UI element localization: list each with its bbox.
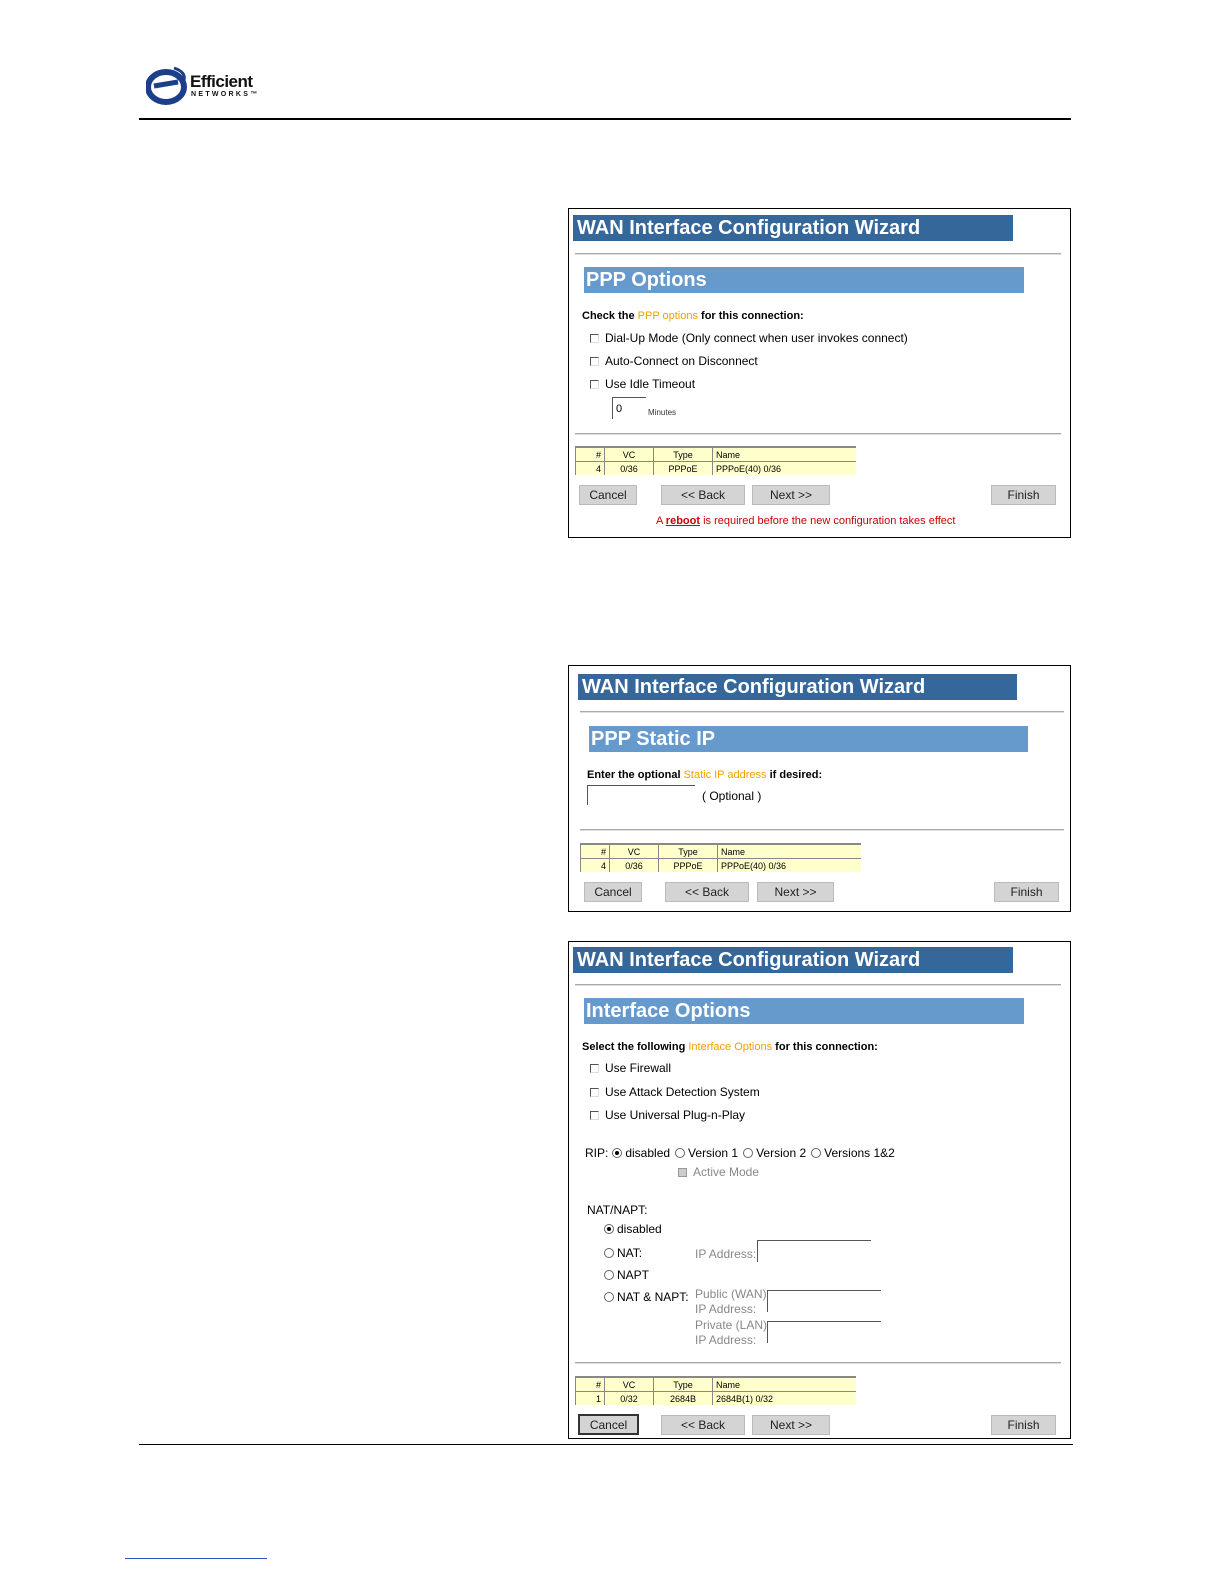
next-button[interactable]: Next >> [752,1415,830,1435]
footer-rule [139,1444,1073,1445]
active-mode-option: Active Mode [678,1165,759,1179]
separator [575,1362,1061,1364]
col-num-header: # [576,1377,605,1392]
public-ip-label-2: IP Address: [695,1302,757,1316]
private-ip-input[interactable] [767,1321,881,1343]
finish-button[interactable]: Finish [991,1415,1056,1435]
col-name-header: Name [718,844,862,859]
next-button[interactable]: Next >> [757,882,834,902]
minutes-label: Minutes [648,408,677,417]
dial-up-mode-option[interactable]: Dial-Up Mode (Only connect when user invokes connect) [590,331,908,345]
rip-disabled-radio[interactable] [612,1148,622,1158]
ppp-static-ip-panel [568,665,1071,912]
wizard-title: WAN Interface Configuration Wizard [578,674,1017,700]
nat-ip-input[interactable] [757,1240,871,1262]
rip-version1-radio[interactable] [675,1148,685,1158]
separator [575,253,1061,255]
wizard-title: WAN Interface Configuration Wizard [573,215,1013,241]
back-button[interactable]: << Back [665,882,749,902]
cell-type: 2684B [654,1392,713,1406]
attack-detection-option[interactable]: Use Attack Detection System [590,1085,760,1099]
nat-option[interactable]: NAT: [604,1246,642,1260]
table-header-row [576,447,857,462]
rip-row: RIP: disabled Version 1 Version 2 Versions 1&2 [585,1146,895,1160]
logo-sub: NETWORKS™ [191,91,260,98]
auto-connect-checkbox[interactable] [590,357,599,366]
logo-e-icon [146,66,190,106]
cell-type: PPPoE [654,462,713,476]
nat-napt-radio[interactable] [604,1292,614,1302]
cell-name: PPPoE(40) 0/36 [718,859,862,873]
cell-num: 4 [576,462,605,476]
table-row[interactable] [576,462,857,476]
private-ip-label-1: Private (LAN) [695,1318,768,1332]
upnp-checkbox[interactable] [590,1111,599,1120]
col-type-header: Type [654,447,713,462]
col-type-header: Type [659,844,718,859]
nat-disabled-option[interactable]: disabled [604,1222,662,1236]
back-button[interactable]: << Back [661,1415,745,1435]
cancel-button[interactable]: Cancel [584,882,642,902]
cell-name: PPPoE(40) 0/36 [713,462,857,476]
next-button[interactable]: Next >> [752,485,830,505]
vc-table [575,1376,856,1405]
separator [580,711,1064,713]
vc-table [580,843,861,872]
col-name-header: Name [713,447,857,462]
napt-radio[interactable] [604,1270,614,1280]
back-button[interactable]: << Back [661,485,745,505]
rip-versions12-radio[interactable] [811,1148,821,1158]
napt-option[interactable]: NAPT [604,1268,649,1282]
instruction-text: Enter the optional Static IP address if desired: [587,769,823,781]
dial-up-mode-checkbox[interactable] [590,334,599,343]
col-type-header: Type [654,1377,713,1392]
active-mode-checkbox [678,1168,687,1177]
reboot-link[interactable]: reboot [665,515,701,527]
cell-num: 1 [576,1392,605,1406]
section-title: PPP Options [584,267,1024,293]
public-ip-label-1: Public (WAN) [695,1287,767,1301]
use-firewall-checkbox[interactable] [590,1064,599,1073]
table-header-row [581,844,862,859]
table-row[interactable] [581,859,862,873]
logo-name: Efficient [190,72,253,91]
nat-ip-label: IP Address: [695,1247,757,1261]
header-rule [139,118,1071,120]
nat-napt-label: NAT/NAPT: [587,1203,648,1217]
public-ip-input[interactable] [767,1290,881,1312]
col-vc-header: VC [605,1377,654,1392]
rip-version2-radio[interactable] [743,1148,753,1158]
nat-disabled-radio[interactable] [604,1224,614,1234]
cancel-button[interactable]: Cancel [578,1414,639,1435]
nat-napt-option[interactable]: NAT & NAPT: [604,1290,689,1304]
static-ip-input[interactable] [587,785,695,805]
cancel-button[interactable]: Cancel [579,485,637,505]
idle-timeout-checkbox[interactable] [590,380,599,389]
table-header-row [576,1377,857,1392]
separator [575,433,1061,435]
col-num-header: # [576,447,605,462]
reboot-notice: A reboot is required before the new configuration takes effect [656,515,956,527]
efficient-networks-logo [146,66,276,106]
cell-vc: 0/32 [605,1392,654,1406]
instruction-text: Check the PPP options for this connection: [582,310,804,322]
footer-link-line [125,1558,267,1559]
cell-vc: 0/36 [605,462,654,476]
cell-name: 2684B(1) 0/32 [713,1392,857,1406]
ppp-options-panel [568,208,1071,538]
col-vc-header: VC [610,844,659,859]
nat-radio[interactable] [604,1248,614,1258]
wizard-title: WAN Interface Configuration Wizard [573,947,1013,973]
finish-button[interactable]: Finish [991,485,1056,505]
cell-type: PPPoE [659,859,718,873]
col-name-header: Name [713,1377,857,1392]
finish-button[interactable]: Finish [994,882,1059,902]
section-title: Interface Options [584,998,1024,1024]
use-firewall-option[interactable]: Use Firewall [590,1061,671,1075]
auto-connect-option[interactable]: Auto-Connect on Disconnect [590,354,758,368]
cell-num: 4 [581,859,610,873]
idle-timeout-option[interactable]: Use Idle Timeout [590,377,695,391]
cell-vc: 0/36 [610,859,659,873]
vc-table [575,446,856,475]
instruction-text: Select the following Interface Options for this connection: [582,1041,878,1053]
col-vc-header: VC [605,447,654,462]
interface-options-panel [568,941,1071,1439]
table-row[interactable] [576,1392,857,1406]
section-title: PPP Static IP [589,726,1028,752]
col-num-header: # [581,844,610,859]
separator [575,984,1061,986]
separator [580,829,1064,831]
attack-detection-checkbox[interactable] [590,1088,599,1097]
idle-timeout-input[interactable] [612,397,646,419]
private-ip-label-2: IP Address: [695,1333,757,1347]
upnp-option[interactable]: Use Universal Plug-n-Play [590,1108,745,1122]
optional-label: ( Optional ) [702,789,762,803]
